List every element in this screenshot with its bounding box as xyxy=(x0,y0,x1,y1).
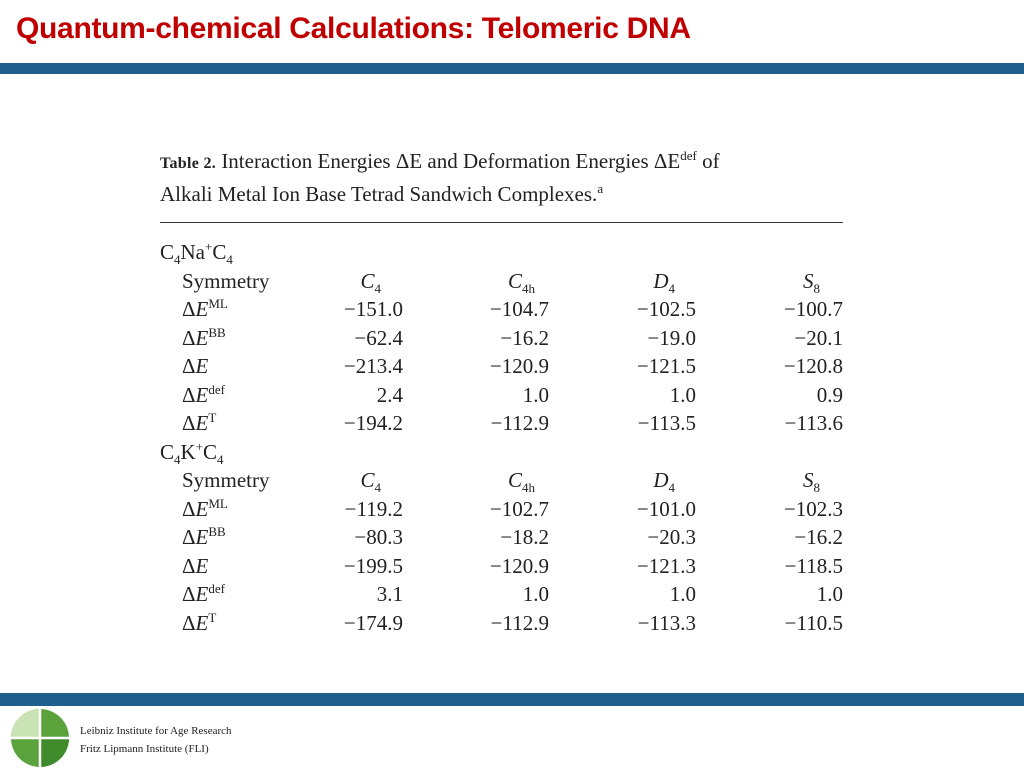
table-cell: −102.3 xyxy=(783,496,843,521)
delta-symbol: Δ xyxy=(182,553,196,578)
symmetry-value xyxy=(508,466,535,494)
delta-symbol: Δ xyxy=(182,297,196,321)
institute-line1: Leibniz Institute for Age Research xyxy=(80,725,232,737)
table-row xyxy=(160,523,843,552)
energy-label xyxy=(182,409,216,437)
energy-sup: def xyxy=(208,581,225,596)
table-row xyxy=(160,409,843,438)
energy-label xyxy=(182,295,228,323)
table-caption-part1: Interaction Energies ΔE and Deformation Energies ΔE xyxy=(221,149,681,173)
table-cell: −16.2 xyxy=(794,525,843,549)
symmetry-sub: 4 xyxy=(668,280,675,296)
energy-symbol: E xyxy=(195,525,209,549)
table-cell: −20.3 xyxy=(647,525,696,549)
table-cell: −151.0 xyxy=(343,297,403,321)
symmetry-row xyxy=(160,267,843,296)
table-cell: −100.7 xyxy=(783,297,843,321)
symmetry-row xyxy=(160,466,843,495)
delta-symbol: Δ xyxy=(182,354,196,378)
energy-label xyxy=(182,381,225,409)
table-row xyxy=(160,552,843,581)
complex-name xyxy=(160,238,233,266)
symmetry-value xyxy=(803,267,820,295)
symmetry-value xyxy=(360,466,381,494)
table-cell: 1.0 xyxy=(669,382,696,407)
group-header-row xyxy=(160,438,843,467)
table-cell: 2.4 xyxy=(376,382,403,407)
symmetry-value xyxy=(803,466,820,494)
table-cell: −104.7 xyxy=(489,297,549,321)
complex-name-part: C xyxy=(160,439,175,464)
delta-symbol: Δ xyxy=(182,496,196,521)
table-caption-line2: Alkali Metal Ion Base Tetrad Sandwich Complexes. xyxy=(160,182,598,206)
energy-symbol: E xyxy=(195,582,209,606)
table-cell: −120.8 xyxy=(783,354,843,378)
table-caption-label: Table 2. xyxy=(160,155,217,172)
energy-sup: BB xyxy=(208,324,226,340)
symmetry-sub: 4h xyxy=(522,480,535,495)
symmetry-base: S xyxy=(803,268,814,293)
table-cell: 1.0 xyxy=(816,582,843,606)
symmetry-value xyxy=(653,267,675,295)
table-cell: −20.1 xyxy=(794,325,843,350)
delta-symbol: Δ xyxy=(182,525,196,549)
energy-label xyxy=(182,495,228,523)
table-cell: 1.0 xyxy=(522,582,549,606)
table-cell: −110.5 xyxy=(784,610,843,635)
complex-name-part: C xyxy=(203,439,218,464)
table-row xyxy=(160,352,843,381)
energy-symbol: E xyxy=(195,553,209,578)
complex-name xyxy=(160,438,224,466)
complex-name-part: + xyxy=(205,239,213,254)
table-cell: −101.0 xyxy=(636,496,696,521)
table-cell: −62.4 xyxy=(354,325,403,350)
table-cell: −194.2 xyxy=(343,411,403,435)
table-cell: −199.5 xyxy=(343,553,403,578)
table-row xyxy=(160,295,843,324)
energy-label xyxy=(182,324,226,352)
symmetry-sub: 4 xyxy=(668,480,675,495)
symmetry-base: C xyxy=(507,268,522,293)
table-cell: 1.0 xyxy=(669,582,696,606)
table-row xyxy=(160,324,843,353)
table-cell: 1.0 xyxy=(522,382,549,407)
table-cell: −174.9 xyxy=(343,610,403,635)
complex-name-part: 4 xyxy=(174,252,181,267)
energy-label xyxy=(182,352,208,380)
complex-name-part: C xyxy=(212,240,227,264)
energy-symbol: E xyxy=(195,354,209,378)
symmetry-label: Symmetry xyxy=(182,468,270,492)
table-cell: 0.9 xyxy=(816,382,843,407)
energy-label xyxy=(182,580,225,608)
energy-label xyxy=(182,523,226,551)
symmetry-base: C xyxy=(360,468,375,492)
symmetry-base: C xyxy=(360,268,375,293)
energy-label xyxy=(182,552,208,580)
institute-name xyxy=(80,722,232,758)
table-cell: −119.2 xyxy=(344,496,403,521)
table-cell: −213.4 xyxy=(343,354,403,378)
table-cell: −113.3 xyxy=(637,610,696,635)
complex-name-part: 4 xyxy=(226,252,233,267)
table-row xyxy=(160,495,843,524)
symmetry-value xyxy=(508,267,535,295)
table-row xyxy=(160,580,843,609)
table-cell: −120.9 xyxy=(489,354,549,378)
table-row xyxy=(160,609,843,638)
table-cell: −80.3 xyxy=(354,525,403,549)
delta-symbol: Δ xyxy=(182,582,196,606)
symmetry-base: D xyxy=(653,268,669,293)
energy-symbol: E xyxy=(195,325,209,350)
symmetry-base: D xyxy=(653,468,669,492)
table-row xyxy=(160,381,843,410)
energy-label xyxy=(182,609,216,637)
energy-sup: def xyxy=(208,381,225,397)
table-caption-part2: of xyxy=(696,149,720,173)
energy-sup: T xyxy=(208,410,217,425)
symmetry-sub: 4 xyxy=(374,480,381,495)
table-caption xyxy=(160,146,850,209)
table-cell: −102.5 xyxy=(636,297,696,321)
complex-name-part: 4 xyxy=(217,451,224,467)
table-cell: −112.9 xyxy=(490,610,549,635)
table-cell: −19.0 xyxy=(647,325,696,350)
table-cell: 3.1 xyxy=(376,582,403,606)
symmetry-base: C xyxy=(507,468,522,492)
energy-table xyxy=(160,238,843,637)
complex-name-part: Na xyxy=(180,240,206,264)
symmetry-sub: 8 xyxy=(813,480,820,495)
symmetry-sub: 4h xyxy=(522,280,535,296)
complex-name-part: K xyxy=(180,439,196,464)
institute-line2: Fritz Lipmann Institute (FLI) xyxy=(80,743,209,755)
table-cell: −113.6 xyxy=(784,411,843,435)
table-top-rule xyxy=(160,222,843,223)
table-caption-footnote: a xyxy=(597,181,604,196)
header-bar xyxy=(0,63,1024,74)
fli-logo-icon xyxy=(10,708,70,768)
slide-title: Quantum-chemical Calculations: Telomeric DNA xyxy=(16,12,691,45)
energy-sup: ML xyxy=(208,296,228,311)
energy-symbol: E xyxy=(195,297,209,321)
energy-symbol: E xyxy=(195,411,209,435)
energy-sup: ML xyxy=(208,495,228,511)
table-cell: −16.2 xyxy=(500,325,549,350)
delta-symbol: Δ xyxy=(182,411,196,435)
symmetry-sub: 8 xyxy=(813,280,820,296)
table-cell: −18.2 xyxy=(500,525,549,549)
energy-sup: BB xyxy=(208,524,226,539)
complex-name-part: + xyxy=(195,438,204,454)
energy-sup: T xyxy=(208,609,217,625)
delta-symbol: Δ xyxy=(182,610,196,635)
table-cell: −102.7 xyxy=(489,496,549,521)
table-cell: −112.9 xyxy=(490,411,549,435)
complex-name-part: C xyxy=(160,240,175,264)
energy-symbol: E xyxy=(195,496,209,521)
symmetry-sub: 4 xyxy=(374,280,381,296)
table-cell: −121.3 xyxy=(636,553,696,578)
symmetry-value xyxy=(653,466,675,494)
energy-symbol: E xyxy=(195,382,209,407)
energy-symbol: E xyxy=(195,610,209,635)
symmetry-label: Symmetry xyxy=(182,268,270,293)
delta-symbol: Δ xyxy=(182,325,196,350)
table-cell: −118.5 xyxy=(784,553,843,578)
symmetry-value xyxy=(360,267,381,295)
table-cell: −121.5 xyxy=(636,354,696,378)
complex-name-part: 4 xyxy=(174,451,181,467)
footer-bar xyxy=(0,693,1024,706)
table-cell: −120.9 xyxy=(489,553,549,578)
delta-symbol: Δ xyxy=(182,382,196,407)
table-cell: −113.5 xyxy=(637,411,696,435)
group-header-row xyxy=(160,238,843,267)
table-caption-sup: def xyxy=(680,148,697,163)
symmetry-base: S xyxy=(803,468,814,492)
